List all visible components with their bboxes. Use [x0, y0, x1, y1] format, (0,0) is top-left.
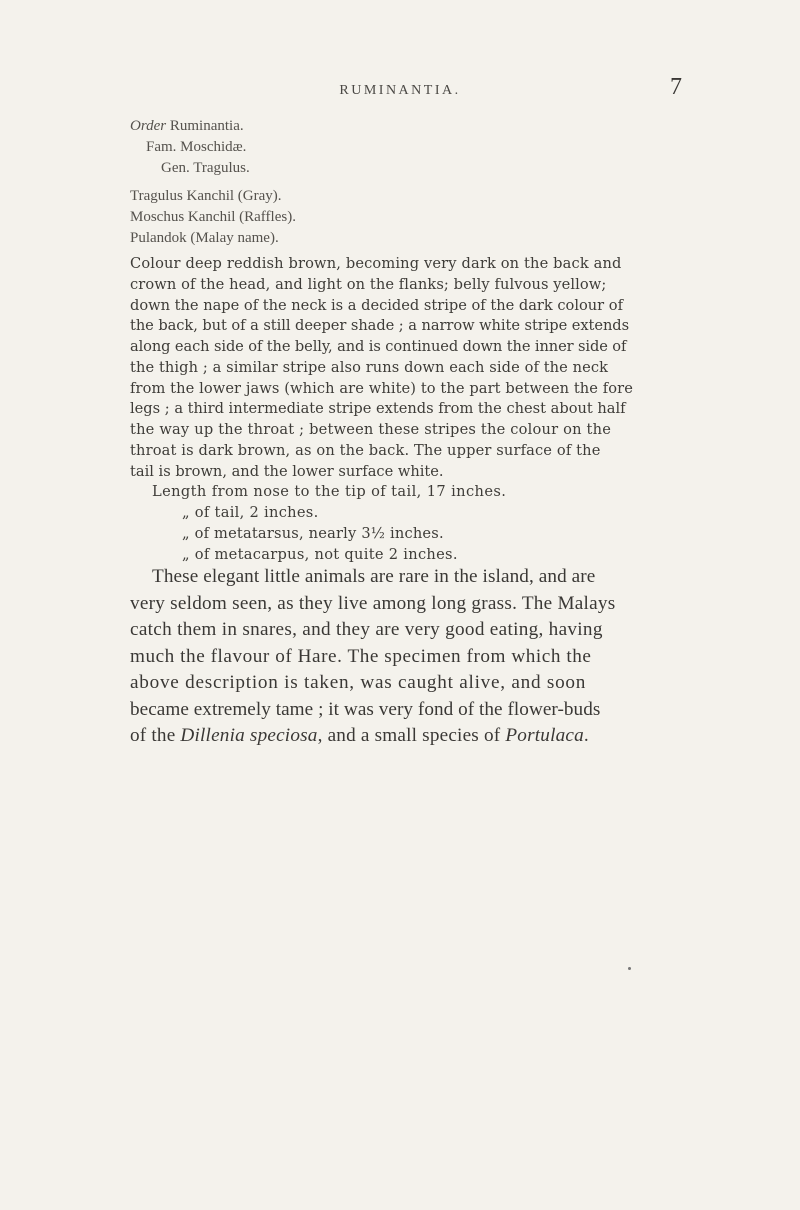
order-name: Ruminantia. — [166, 118, 244, 134]
genus-name-portulaca: Portulaca — [505, 725, 584, 746]
description-line: legs ; a third intermediate stripe extends from the chest about half — [130, 400, 626, 418]
measurement-line: Length from nose to the tip of tail, 17 inches. — [152, 483, 507, 501]
notes-line: above description is taken, was caught alive, and soon — [130, 672, 587, 693]
running-head: RUMINANTIA. — [339, 83, 461, 98]
notes-text: , and a small species of — [317, 725, 506, 746]
notes-line: These elegant little animals are rare in the island, and are — [152, 566, 596, 587]
description-line: the way up the throat ; between these stripes the colour on the — [130, 421, 612, 438]
paper-speck — [628, 967, 631, 970]
notes-line: very seldom seen, as they live among long grass. The Malays — [130, 592, 616, 614]
synonym-line: Tragulus Kanchil (Gray). — [130, 188, 282, 204]
notes-line: catch them in snares, and they are very good eating, having — [130, 619, 603, 640]
genus-name-dillenia: Dillenia speciosa — [180, 725, 318, 746]
description-paragraph — [130, 254, 675, 565]
notes-line: much the flavour of Hare. The specimen from which the — [130, 645, 592, 667]
description-line: down the nape of the neck is a decided stripe of the dark colour of — [130, 296, 623, 314]
synonyms-block — [130, 186, 296, 249]
description-line: along each side of the belly, and is continued down the inner side of — [130, 338, 627, 355]
page-number: 7 — [670, 74, 682, 100]
measurement-line: „ of metacarpus, not quite 2 inches. — [182, 545, 458, 563]
notes-text: . — [583, 725, 589, 746]
taxonomy-order — [130, 116, 244, 137]
taxonomy-family: Fam. Moschidæ. — [146, 139, 247, 155]
taxonomy-block — [0, 116, 250, 179]
notes-line — [130, 723, 675, 750]
description-line: the thigh ; a similar stripe also runs down each side of the neck — [130, 358, 609, 376]
description-line: Colour deep reddish brown, becoming very dark on the back and — [130, 255, 622, 272]
description-line: from the lower jaws (which are white) to the part between the fore — [130, 379, 633, 397]
taxonomy-genus: Gen. Tragulus. — [161, 160, 250, 176]
description-line: crown of the head, and light on the flanks; belly fulvous yellow; — [130, 275, 607, 293]
description-line: throat is dark brown, as on the back. The upper surface of the — [130, 441, 601, 459]
measurement-line: „ of tail, 2 inches. — [182, 504, 319, 521]
order-prefix: Order — [130, 118, 167, 134]
synonym-line: Pulandok (Malay name). — [130, 230, 279, 246]
synonym-line: Moschus Kanchil (Raffles). — [130, 209, 296, 225]
notes-line: became extremely tame ; it was very fond of the flower-buds — [130, 698, 601, 720]
notes-text: of the — [130, 725, 181, 746]
description-line: tail is brown, and the lower surface white. — [130, 462, 444, 480]
notes-paragraph — [130, 564, 675, 750]
description-line: the back, but of a still deeper shade ; a narrow white stripe extends — [130, 317, 630, 335]
measurement-line: „ of metatarsus, nearly 3½ inches. — [182, 524, 444, 542]
